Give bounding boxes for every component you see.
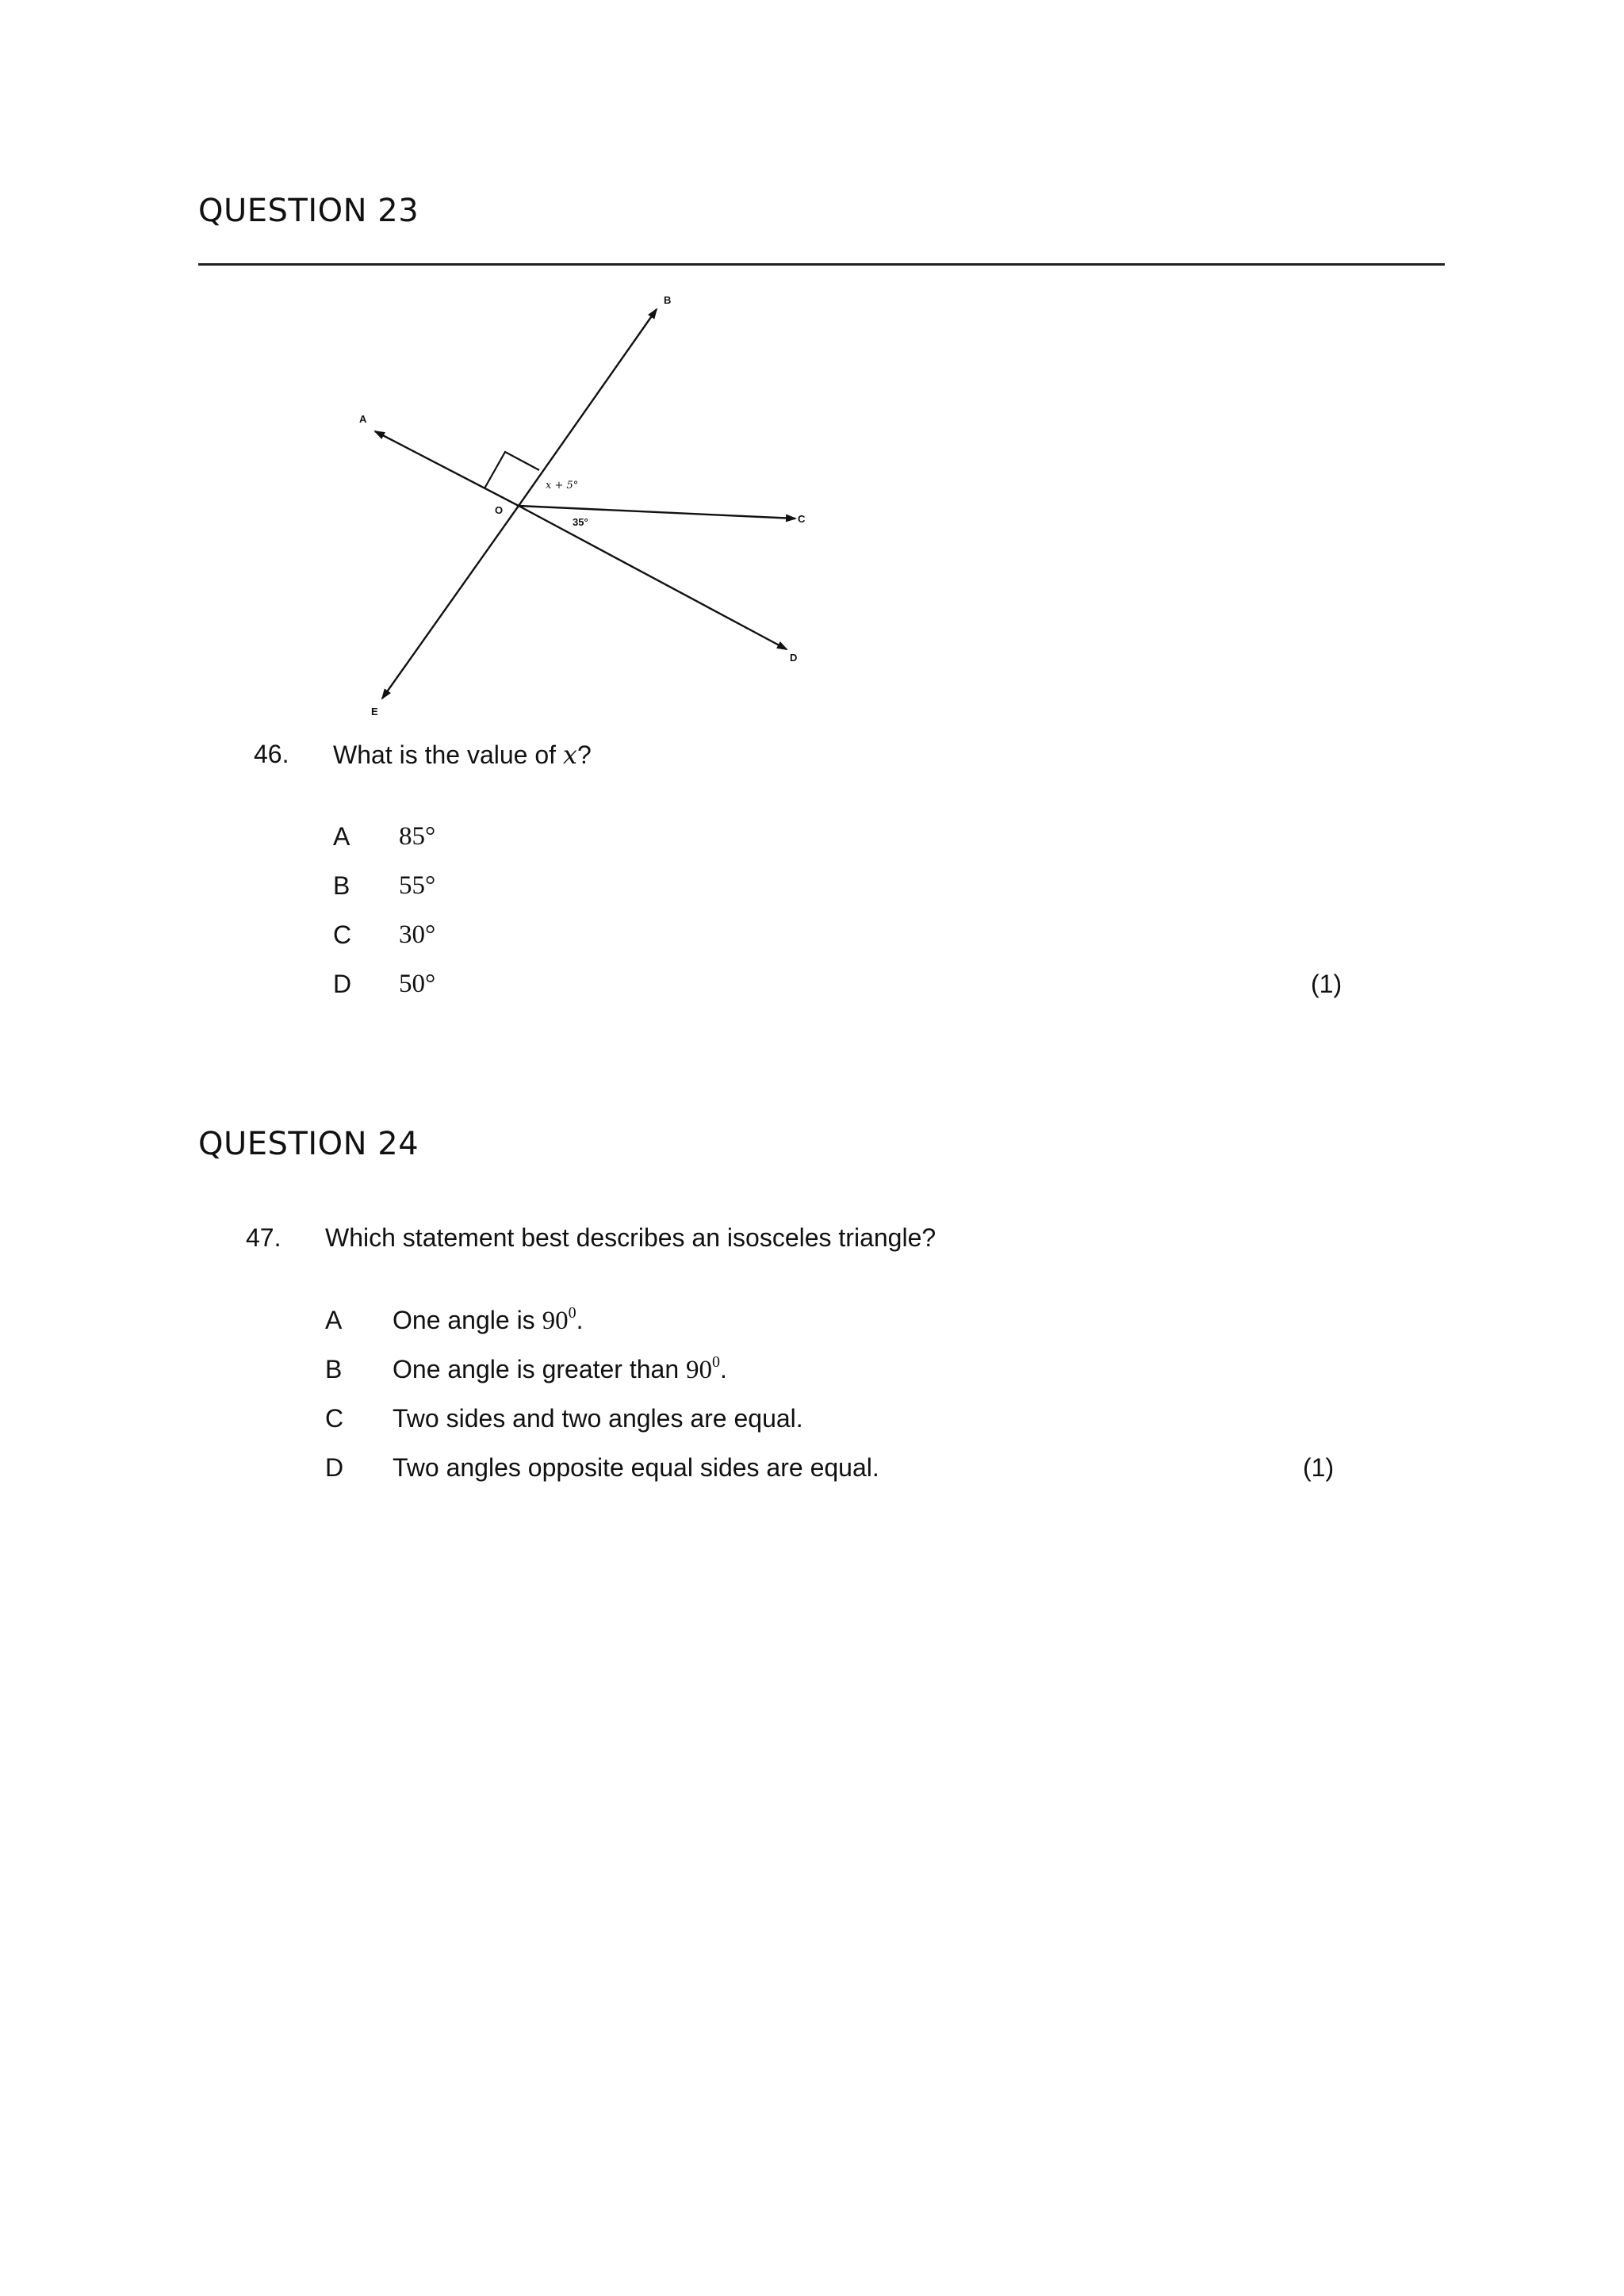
item-46-option-b-value[interactable]: 55°	[399, 871, 436, 900]
item-46-option-b-letter[interactable]: B	[333, 871, 350, 900]
item-47-option-c-text[interactable]: Two sides and two angles are equal.	[393, 1404, 803, 1433]
item-46-marks: (1)	[1311, 970, 1342, 998]
item-47-option-a-text-before: One angle is	[393, 1306, 542, 1334]
item-47-number: 47.	[246, 1223, 282, 1252]
label-b: B	[664, 294, 672, 306]
item-47-option-a-text-after: .	[576, 1306, 584, 1334]
ray-ob	[519, 309, 657, 506]
right-angle-marker	[485, 452, 539, 488]
item-47-option-d-text[interactable]: Two angles opposite equal sides are equal.	[393, 1453, 879, 1482]
item-47-option-d-letter[interactable]: D	[325, 1453, 344, 1482]
ray-oa	[375, 431, 519, 506]
item-46-variable: x	[562, 740, 577, 770]
item-47-option-c-letter[interactable]: C	[325, 1404, 344, 1433]
item-46-text-before: What is the value of	[333, 740, 563, 769]
item-47-option-b-letter[interactable]: B	[325, 1355, 343, 1383]
ray-oe	[382, 506, 519, 698]
item-47-option-a-sup: 0	[568, 1304, 576, 1322]
item-46-option-c-value[interactable]: 30°	[399, 920, 436, 949]
label-a: A	[359, 413, 367, 425]
item-47-option-b-value: 90	[686, 1356, 713, 1384]
ray-oc	[519, 506, 795, 519]
item-47-marks: (1)	[1303, 1453, 1335, 1482]
item-47-option-b-sup: 0	[712, 1353, 721, 1371]
item-47-option-a-text[interactable]	[393, 1306, 583, 1336]
item-46-text-after: ?	[576, 740, 592, 769]
item-46-option-a-value[interactable]: 85°	[399, 822, 436, 851]
question-23-heading: QUESTION 23	[198, 193, 419, 229]
heading-divider	[198, 263, 1445, 266]
item-46-option-d-letter[interactable]: D	[333, 970, 352, 998]
item-47-option-a-letter[interactable]: A	[325, 1306, 343, 1334]
item-46-option-c-letter[interactable]: C	[333, 920, 352, 949]
ray-od	[519, 506, 787, 649]
item-47-option-b-text[interactable]	[393, 1355, 727, 1385]
label-c: C	[798, 513, 806, 525]
angle-35-label: 35°	[573, 516, 588, 528]
item-47-option-b-text-after: .	[720, 1355, 727, 1383]
label-e: E	[371, 706, 378, 718]
item-46-question	[333, 740, 592, 770]
item-47-option-b-text-before: One angle is greater than	[393, 1355, 687, 1383]
item-46-number: 46.	[254, 740, 289, 768]
item-47-question: Which statement best describes an isosceles triangle?	[325, 1223, 936, 1252]
angle-diagram	[317, 277, 841, 721]
question-24-heading: QUESTION 24	[198, 1126, 419, 1162]
label-d: D	[790, 652, 798, 664]
item-46-option-a-letter[interactable]: A	[333, 822, 350, 851]
item-47-option-a-value: 90	[542, 1307, 569, 1335]
item-46-option-d-value[interactable]: 50°	[399, 970, 436, 998]
angle-x-plus-5-label: x + 5°	[546, 480, 579, 492]
label-o: O	[495, 504, 504, 516]
